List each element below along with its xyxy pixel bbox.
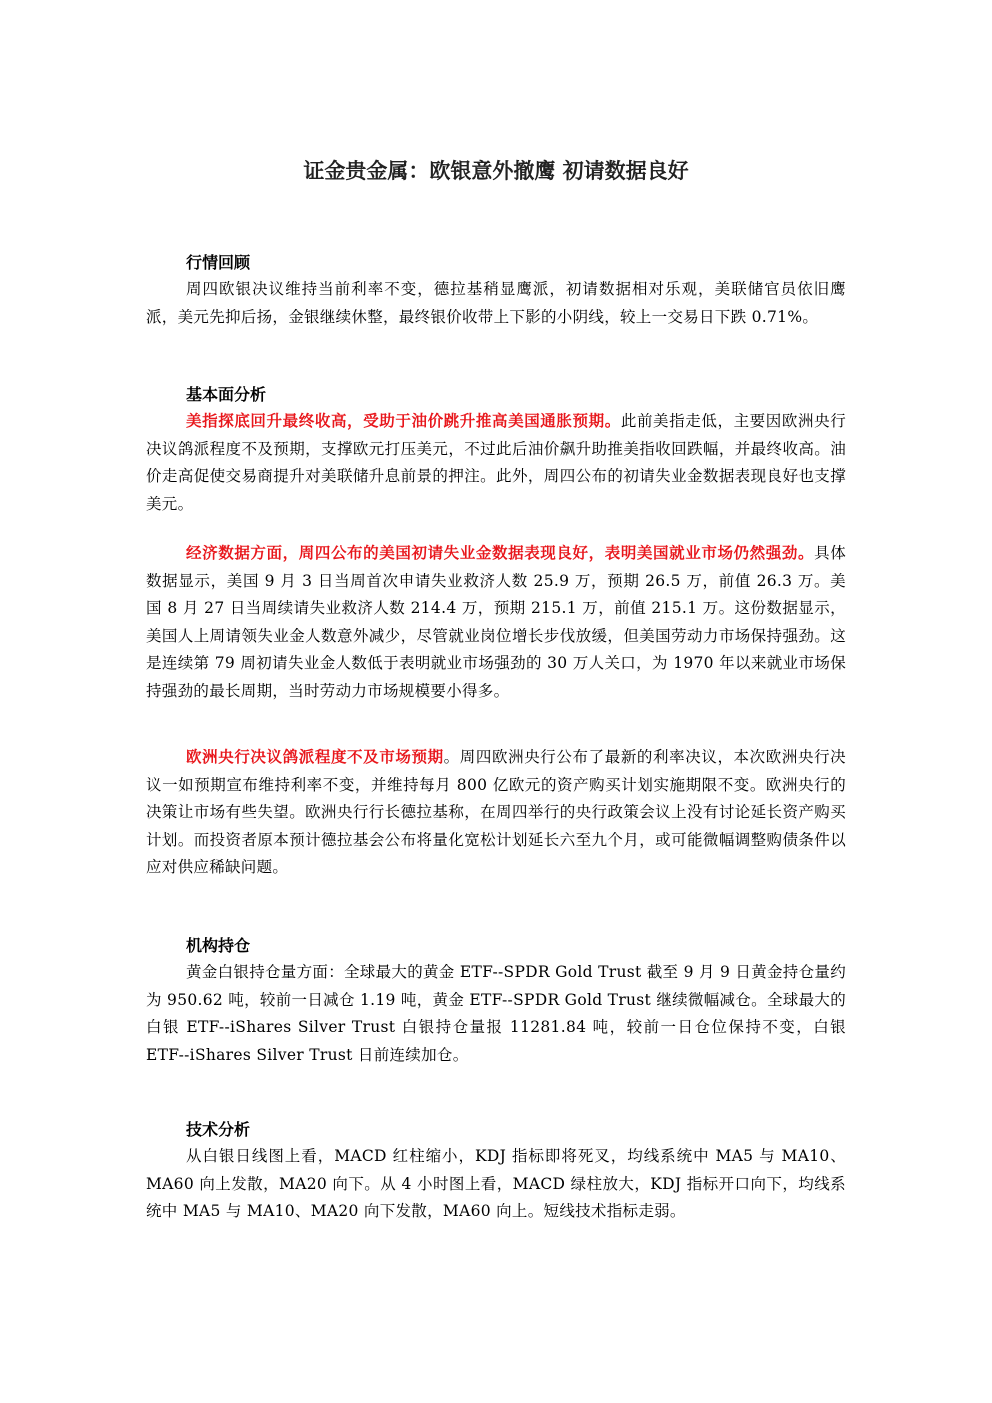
section-economic-data [146,540,846,705]
paragraph-ecb [146,744,846,882]
highlight-fundamental: 美指探底回升最终收高，受助于油价跳升推高美国通胀预期。 [186,412,621,430]
section-institutional-holdings [146,932,846,1069]
paragraph-economic-data [146,540,846,705]
highlight-ecb: 欧洲央行决议鸽派程度不及市场预期 [186,748,444,766]
text-ecb: 。周四欧洲央行公布了最新的利率决议，本次欧洲央行决议一如预期宣布维持利率不变，并维持每月 800 亿欧元的资产购买计划实施期限不变。欧洲央行的决策让市场有些失望。欧洲央行行长德拉基称，在周四举行的央行政策会议上没有讨论延长资产购买计划。而投资者原本预计德拉基会公布将量化宽松计划延长六至九个月，或可能微幅调整购债条件以应对供应稀缺问题。 [146,748,846,876]
section-heading-institutional: 机构持仓 [186,936,251,955]
paragraph-technical: 从白银日线图上看，MACD 红柱缩小，KDJ 指标即将死叉，均线系统中 MA5 与 MA10、MA60 向上发散，MA20 向下。从 4 小时图上看，MACD 绿柱放大，KDJ 指标开口向下，均线系统中 MA5 与 MA10、MA20 向下发散，MA60 向上。短线技术指标走弱。 [146,1147,846,1220]
paragraph-market-review: 周四欧银决议维持当前利率不变，德拉基稍显鹰派，初请数据相对乐观，美联储官员依旧鹰派，美元先抑后扬，金银继续休整，最终银价收带上下影的小阴线，较上一交易日下跌 0.71%。 [146,280,846,326]
section-heading-fundamental: 基本面分析 [186,385,267,404]
section-technical-analysis [146,1116,846,1226]
paragraph-fundamental [146,408,846,518]
text-economic-data: 具体数据显示，美国 9 月 3 日当周首次申请失业救济人数 25.9 万，预期 26.5 万，前值 26.3 万。美国 8 月 27 日当周续请失业救济人数 214.4 万，预期 215.1 万，前值 215.1 万。这份数据显示，美国人上周请领失业金人数意外减少，尽管就业岗位增长步伐放缓，但美国劳动力市场保持强劲。这是连续第 79 周初请失业金人数低于表明就业市场强劲的 30 万人关口，为 1970 年以来就业市场保持强劲的最长周期，当时劳动力市场规模要小得多。 [146,544,846,700]
section-fundamental-analysis [146,381,846,518]
paragraph-institutional: 黄金白银持仓量方面：全球最大的黄金 ETF--SPDR Gold Trust 截至 9 月 9 日黄金持仓量约为 950.62 吨，较前一日减仓 1.19 吨，黄金 ETF--SPDR Gold Trust 继续微幅减仓。全球最大的白银 ETF--iShares Silver Trust 白银持仓量报 11281.84 吨，较前一日仓位保持不变，白银 ETF--iShares Silver Trust 日前连续加仓。 [146,963,846,1064]
highlight-economic-data: 经济数据方面，周四公布的美国初请失业金数据表现良好，表明美国就业市场仍然强劲。 [186,544,815,562]
text-fundamental: 此前美指走低，主要因欧洲央行决议鸽派程度不及预期，支撑欧元打压美元，不过此后油价飙升助推美指收回跌幅，并最终收高。油价走高促使交易商提升对美联储升息前景的押注。此外，周四公布的初请失业金数据表现良好也支撑美元。 [146,412,847,513]
section-heading-market-review: 行情回顾 [186,253,251,272]
section-ecb [146,744,846,882]
section-market-review [146,249,846,331]
section-heading-technical: 技术分析 [186,1120,251,1139]
page-title: 证金贵金属：欧银意外撤鹰 初请数据良好 [303,159,689,183]
